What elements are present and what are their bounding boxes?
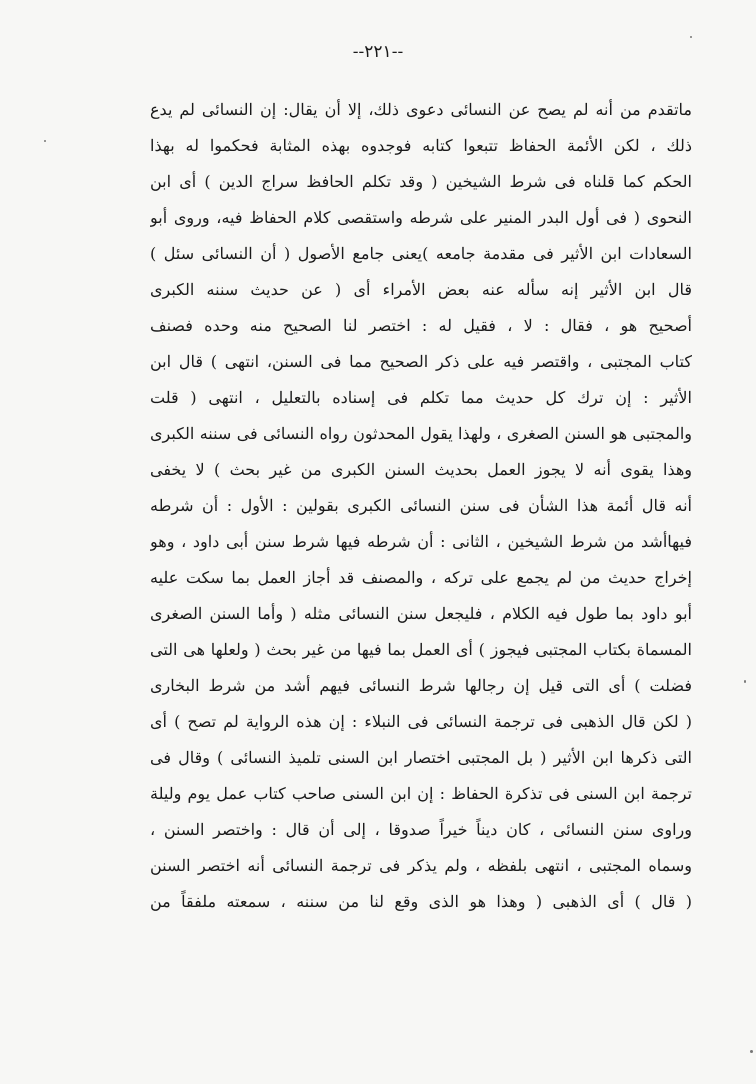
body-text: [150, 92, 692, 920]
text-line: إخراج حديث من لم يجمع على تركه ، والمصنف قد أجاز العمل بما سكت عليه: [150, 568, 692, 587]
text-line: وراوى سنن النسائى ، كان ديناً خيراً صدوقا ، إلى أن قال : واختصر السنن ،: [150, 820, 692, 839]
text-line: ذلك ، لكن الأئمة الحفاظ تتبعوا كتابه فوجدوه بهذه المثابة فحكموا له بهذا: [150, 136, 692, 155]
text-line: السعادات ابن الأثير فى مقدمة جامعه )يعنى جامع الأصول ( أن النسائى سئل ): [150, 244, 692, 263]
text-line: أبو داود بما طول فيه الكلام ، فليجعل سنن النسائى مثله ( وأما السنن الصغرى: [150, 604, 692, 623]
text-line: كتاب المجتبى ، واقتصر فيه على ذكر الصحيح مما فى السنن، انتهى ) قال ابن: [150, 352, 692, 371]
text-line: وسماه المجتبى ، انتهى بلفظه ، ولم يذكر فى ترجمة النسائى أنه اختصر السنن: [150, 856, 692, 875]
text-line: أصحيح هو ، فقال : لا ، فقيل له : اختصر لنا الصحيح منه وحده فصنف: [150, 316, 692, 335]
ink-speck: [44, 140, 46, 142]
text-line: المسماة بكتاب المجتبى فيجوز ) أى العمل بما فيها من غير بحث ( ولعلها هى التى: [150, 640, 692, 659]
ink-speck: [750, 1050, 753, 1053]
text-line: ترجمة ابن السنى فى تذكرة الحفاظ : إن ابن السنى صاحب كتاب عمل يوم وليلة: [150, 784, 692, 803]
text-line: فضلت ) أى التى قيل إن رجالها شرط النسائى فيهم أشد من شرط البخارى: [150, 676, 692, 695]
text-line: التى ذكرها ابن الأثير ( بل المجتبى اختصار ابن السنى تلميذ النسائى ) وقال فى: [150, 748, 692, 767]
text-line: قال ابن الأثير إنه سأله عنه بعض الأمراء أى ( عن حديث سننه الكبرى: [150, 280, 692, 299]
ink-speck: [744, 680, 746, 683]
text-line: الأثير : إن ترك كل حديث مما تكلم فى إسناده بالتعليل ، انتهى ( قلت: [150, 388, 692, 407]
text-line: ( قال ) أى الذهبى ( وهذا هو الذى وقع لنا من سننه ، سمعته ملفقاً من: [150, 892, 692, 911]
ink-speck: [690, 36, 692, 38]
text-line: ماتقدم من أنه لم يصح عن النسائى دعوى ذلك، إلا أن يقال: إن النسائى لم يدع: [150, 100, 692, 119]
text-line: وهذا يقوى أنه لا يجوز العمل بحديث السنن الكبرى من غير بحث ) لا يخفى: [150, 460, 692, 479]
text-line: النحوى ( فى أول البدر المنير على شرطه واستقصى كلام الحفاظ فيه، وروى أبو: [150, 208, 692, 227]
text-line: فيهاأشد من شرط الشيخين ، الثانى : أن شرطه فيها شرط سنن أبى داود ، وهو: [150, 532, 692, 551]
text-line: ( لكن قال الذهبى فى ترجمة النسائى فى النبلاء : إن هذه الرواية لم تصح ) أى: [150, 712, 692, 731]
text-line: والمجتبى هو السنن الصغرى ، ولهذا يقول المحدثون رواه النسائى فى سننه الكبرى: [150, 424, 692, 443]
text-line: الحكم كما قلناه فى شرط الشيخين ( وقد تكلم الحافظ سراج الدين ) أى ابن: [150, 172, 692, 191]
page-number: --٢٢١--: [352, 42, 404, 62]
text-line: أنه قال أئمة هذا الشأن فى سنن النسائى الكبرى بقولين : الأول : أن شرطه: [150, 496, 692, 515]
